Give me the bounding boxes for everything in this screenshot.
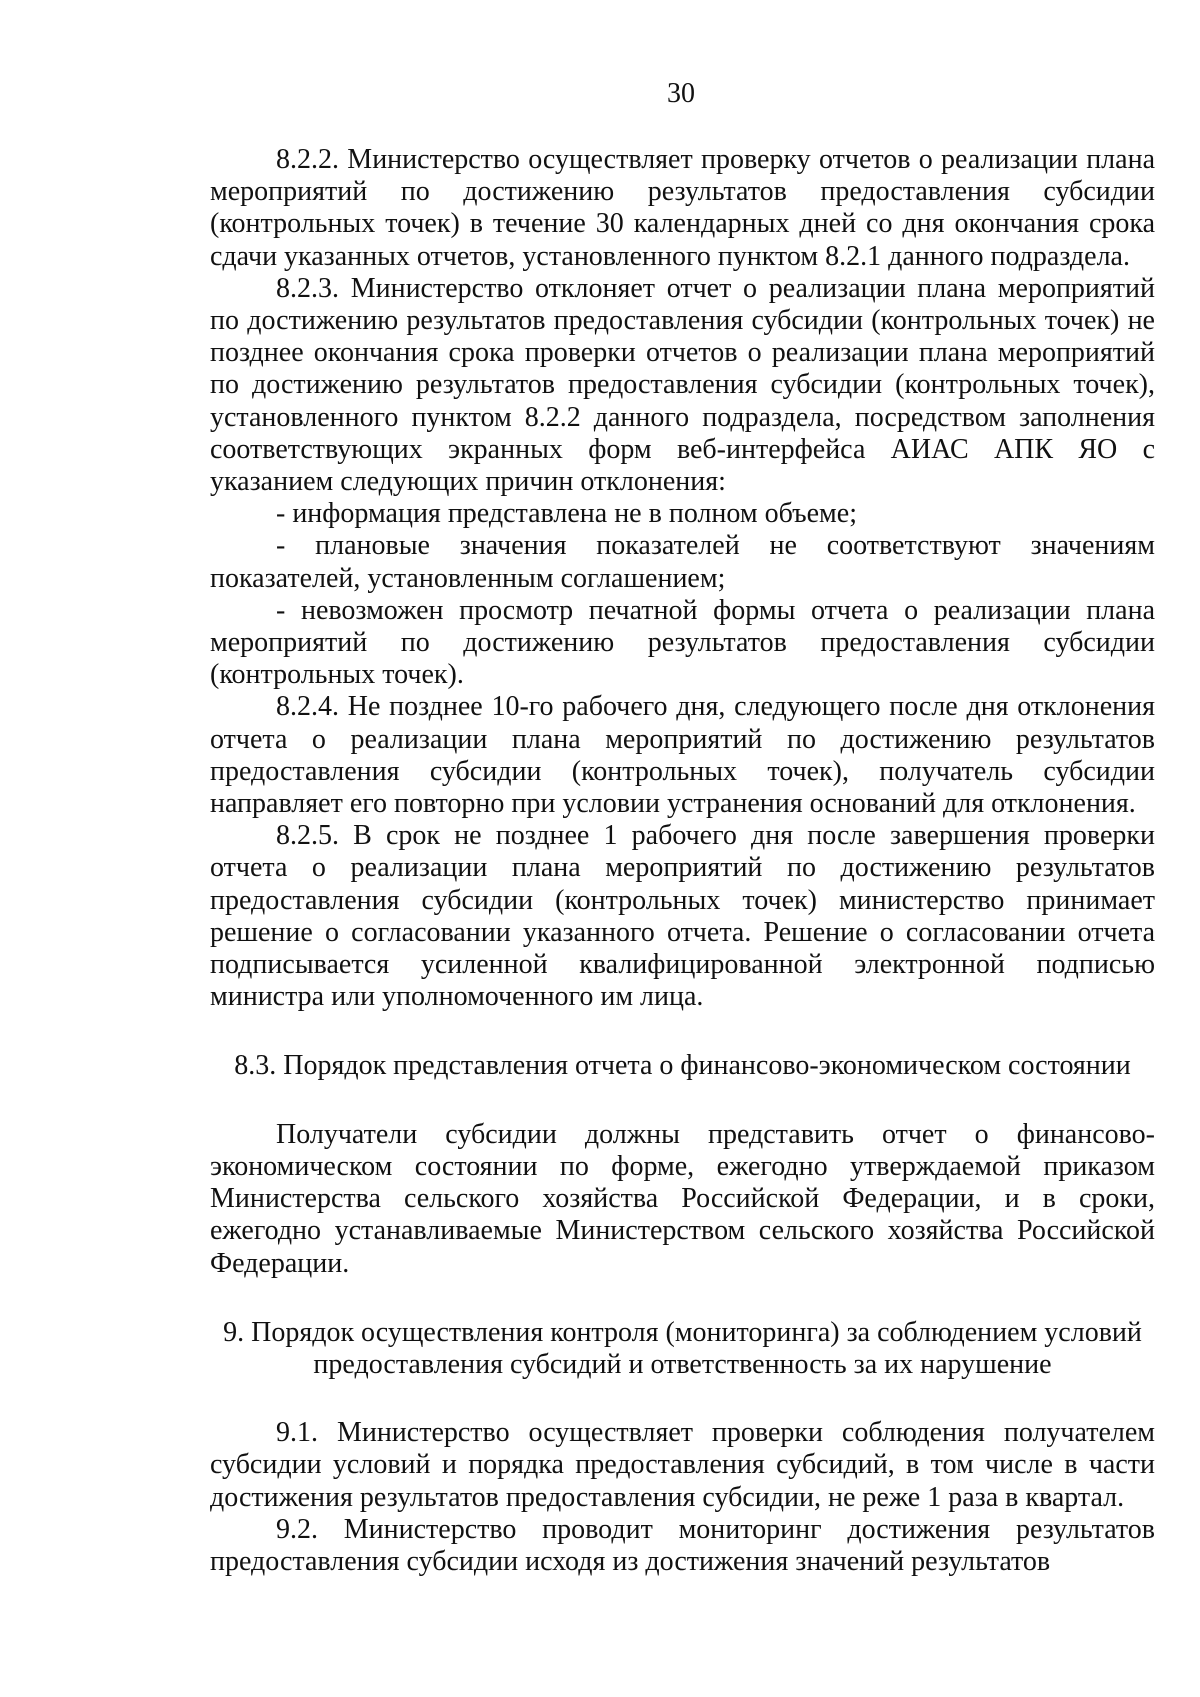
- section-heading-8-3: 8.3. Порядок представления отчета о финансово-экономическом состоянии: [234, 1050, 1131, 1082]
- list-item-print-form-unavailable: - невозможен просмотр печатной формы отчета о реализации плана мероприятий по достижению результатов предоставления субсидии (контрольных точек).: [210, 594, 1155, 691]
- paragraph-9-2: 9.2. Министерство проводит мониторинг достижения результатов предоставления субсидии исходя из достижения значений результатов: [210, 1513, 1155, 1577]
- page-number: 30: [667, 78, 695, 109]
- list-item-incomplete-info: - информация представлена не в полном объеме;: [276, 498, 857, 530]
- document-body: [210, 144, 1155, 1578]
- paragraph-8-3-body: Получатели субсидии должны представить отчет о финансово-экономическом состоянии по форме, ежегодно утверждаемой приказом Министерства сельского хозяйства Российской Федерации, и в сроки, ежегодно устанавливаемые Министерством сельского хозяйства Российской Федерации.: [210, 1118, 1155, 1279]
- paragraph-8-2-5: 8.2.5. В срок не позднее 1 рабочего дня после завершения проверки отчета о реализации плана мероприятий по достижению результатов предоставления субсидии (контрольных точек) министерство принимает решение о согласовании указанного отчета. Решение о согласовании отчета подписывается усиленной квалифицированной электронной подписью министра или уполномоченного им лица.: [210, 820, 1155, 1013]
- section-heading-9: 9. Порядок осуществления контроля (мониторинга) за соблюдением условий предоставления субсидий и ответственность за их нарушение: [223, 1316, 1142, 1380]
- paragraph-8-2-2: 8.2.2. Министерство осуществляет проверку отчетов о реализации плана мероприятий по достижению результатов предоставления субсидии (контрольных точек) в течение 30 календарных дней со дня окончания срока сдачи указанных отчетов, установленного пунктом 8.2.1 данного подраздела.: [210, 144, 1155, 272]
- list-item-mismatched-values: - плановые значения показателей не соответствуют значениям показателей, установленным соглашением;: [210, 530, 1155, 594]
- paragraph-8-2-3: 8.2.3. Министерство отклоняет отчет о реализации плана мероприятий по достижению результатов предоставления субсидии (контрольных точек) не позднее окончания срока проверки отчетов о реализации плана мероприятий по достижению результатов предоставления субсидии (контрольных точек), установленного пунктом 8.2.2 данного подраздела, посредством заполнения соответствующих экранных форм веб-интерфейса АИАС АПК ЯО с указанием следующих причин отклонения:: [210, 272, 1155, 498]
- paragraph-9-1: 9.1. Министерство осуществляет проверки соблюдения получателем субсидии условий и порядка предоставления субсидий, в том числе в части достижения результатов предоставления субсидии, не реже 1 раза в квартал.: [210, 1417, 1155, 1513]
- paragraph-8-2-4: 8.2.4. Не позднее 10-го рабочего дня, следующего после дня отклонения отчета о реализации плана мероприятий по достижению результатов предоставления субсидии (контрольных точек), получатель субсидии направляет его повторно при условии устранения оснований для отклонения.: [210, 691, 1155, 820]
